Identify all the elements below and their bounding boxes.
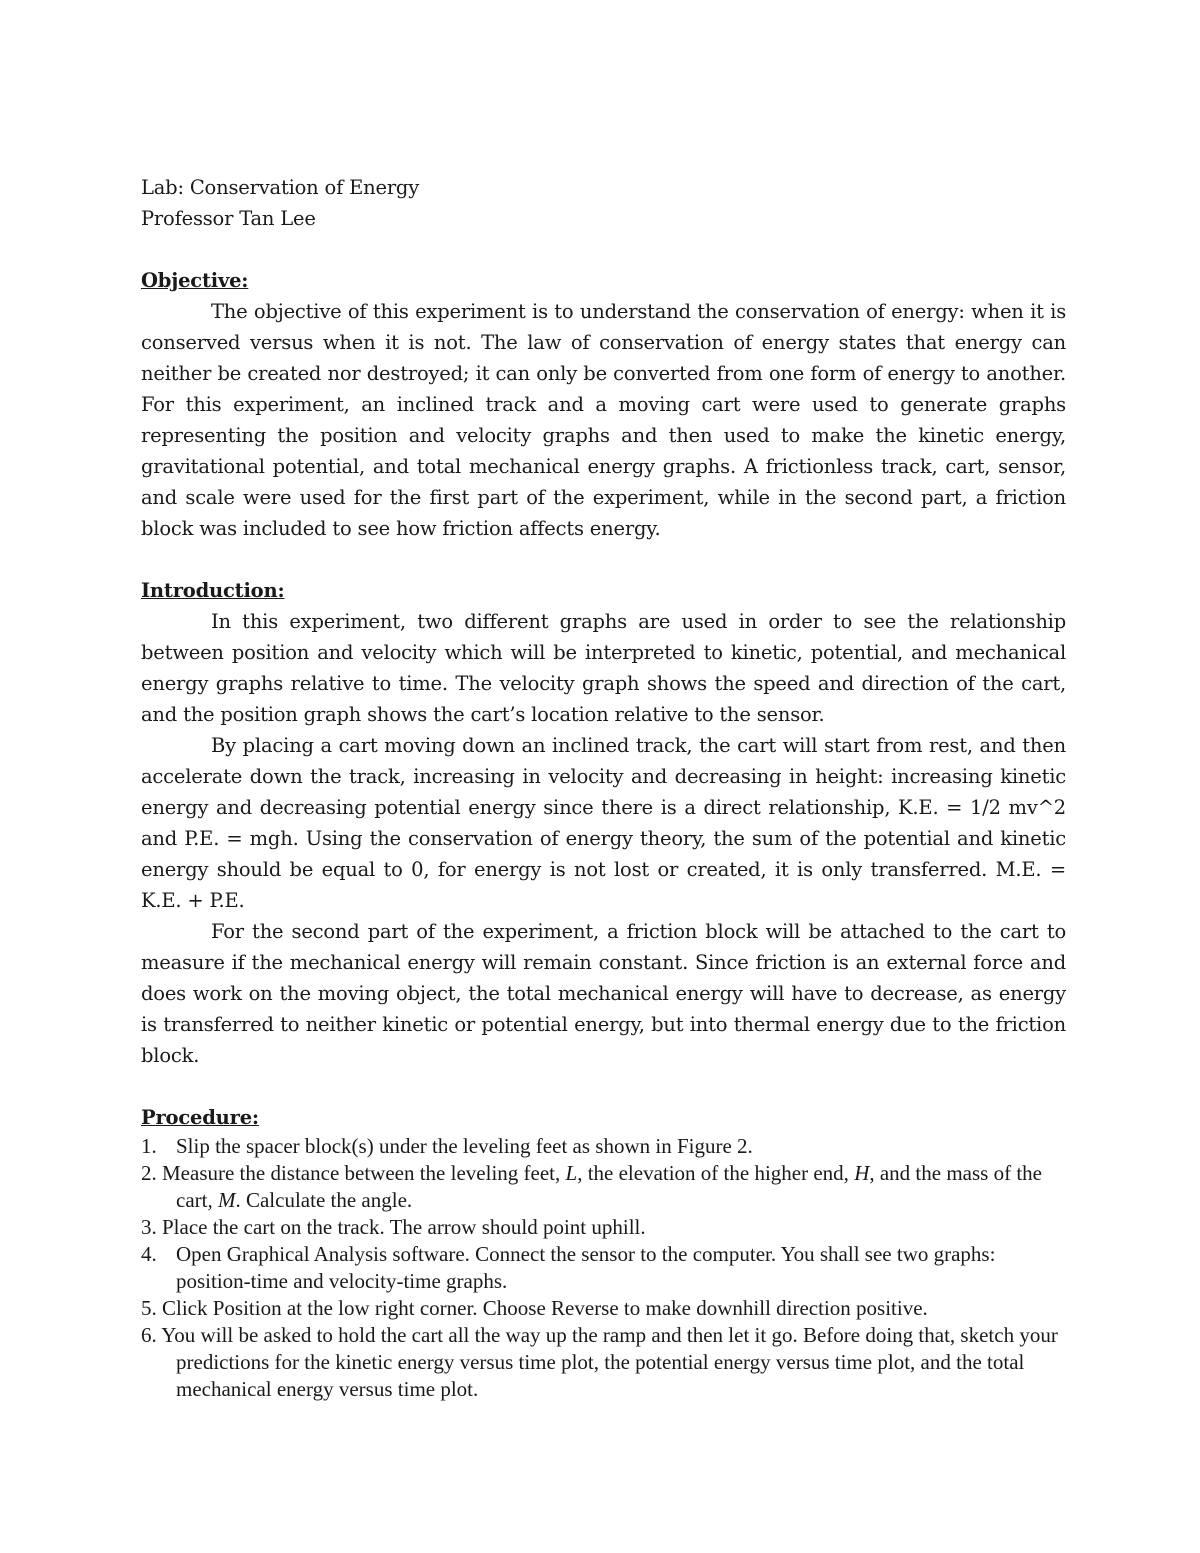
spacer <box>141 1071 1066 1102</box>
procedure-step-5 <box>141 1295 1066 1322</box>
procedure-step-3 <box>141 1214 1066 1241</box>
professor-name: Professor Tan Lee <box>141 207 316 230</box>
step-text: Measure the distance between the leveling feet, <box>162 1161 566 1185</box>
objective-heading: Objective: <box>141 269 249 292</box>
step-number: 6. <box>141 1323 157 1347</box>
step-text: , the elevation of the higher end, <box>577 1161 855 1185</box>
step-text: , and the mass of the cart <box>176 1161 1042 1212</box>
step-number: 2. <box>141 1161 157 1185</box>
procedure-heading: Procedure: <box>141 1106 259 1129</box>
procedure-step-4 <box>141 1241 1066 1295</box>
introduction-paragraph-2: By placing a cart moving down an inclined track, the cart will start from rest, and then accelerate down the track, increasing in velocity and decreasing in height: increasing kinetic energy and decreasing potential energy since there is a direct relationship, K.E. = 1/2 mv^2 and P.E. = mgh. Using the conservation of energy theory, the sum of the potential and kinetic energy should be equal to 0, for energy is not lost or created, it is only transferred. M.E. = K.E. + P.E. <box>141 734 1066 912</box>
step-number: 1. <box>141 1134 157 1158</box>
objective-paragraph: The objective of this experiment is to understand the conservation of energy: when it is conserved versus when it is not. The law of conservation of energy states that energy can neither be created nor destroyed; it can only be converted from one form of energy to another. For this experiment, an inclined track and a moving cart were used to generate graphs representing the position and velocity graphs and then used to make the kinetic energy, gravitational potential, and total mechanical energy graphs. A frictionless track, cart, sensor, and scale were used for the first part of the experiment, while in the second part, a friction block was included to see how friction affects energy. <box>141 300 1066 540</box>
step-text: Slip the spacer block(s) under the leveling feet as shown in Figure 2. <box>176 1134 753 1158</box>
lab-title: Lab: Conservation of Energy <box>141 176 420 199</box>
step-text: You will be asked to hold the cart all the way up the ramp and then let it go. Before doing that, sketch your predictions for the kinetic energy versus time plot, the potential energy versus time plot, and the total mechanical energy versus time plot. <box>161 1323 1058 1401</box>
step-number: 3. <box>141 1215 157 1239</box>
document-page <box>141 172 1066 1403</box>
variable-m: , M <box>207 1188 236 1212</box>
step-text: Click Position at the low right corner. Choose Reverse to make downhill direction positive. <box>162 1296 928 1320</box>
introduction-paragraph-1: In this experiment, two different graphs are used in order to see the relationship between position and velocity which will be interpreted to kinetic, potential, and mechanical energy graphs relative to time. The velocity graph shows the speed and direction of the cart, and the position graph shows the cart’s location relative to the sensor. <box>141 610 1066 726</box>
introduction-heading: Introduction: <box>141 579 285 602</box>
variable-h: H <box>854 1161 870 1185</box>
procedure-step-2 <box>141 1160 1066 1214</box>
variable-l: L <box>565 1161 578 1185</box>
step-number: 5. <box>141 1296 157 1320</box>
step-text: Open Graphical Analysis software. Connect the sensor to the computer. You shall see two graphs: position-time and velocity-time graphs. <box>176 1242 996 1293</box>
introduction-paragraph-3: For the second part of the experiment, a friction block will be attached to the cart to measure if the mechanical energy will remain constant. Since friction is an external force and does work on the moving object, the total mechanical energy will have to decrease, as energy is transferred to neither kinetic or potential energy, but into thermal energy due to the friction block. <box>141 920 1066 1067</box>
spacer <box>141 544 1066 575</box>
procedure-step-1 <box>141 1133 1066 1160</box>
procedure-step-6 <box>141 1322 1066 1403</box>
spacer <box>141 234 1066 265</box>
step-number: 4. <box>141 1242 157 1266</box>
procedure-list <box>141 1133 1066 1403</box>
step-text: Place the cart on the track. The arrow should point uphill. <box>162 1215 646 1239</box>
step-text: . Calculate the angle. <box>235 1188 413 1212</box>
